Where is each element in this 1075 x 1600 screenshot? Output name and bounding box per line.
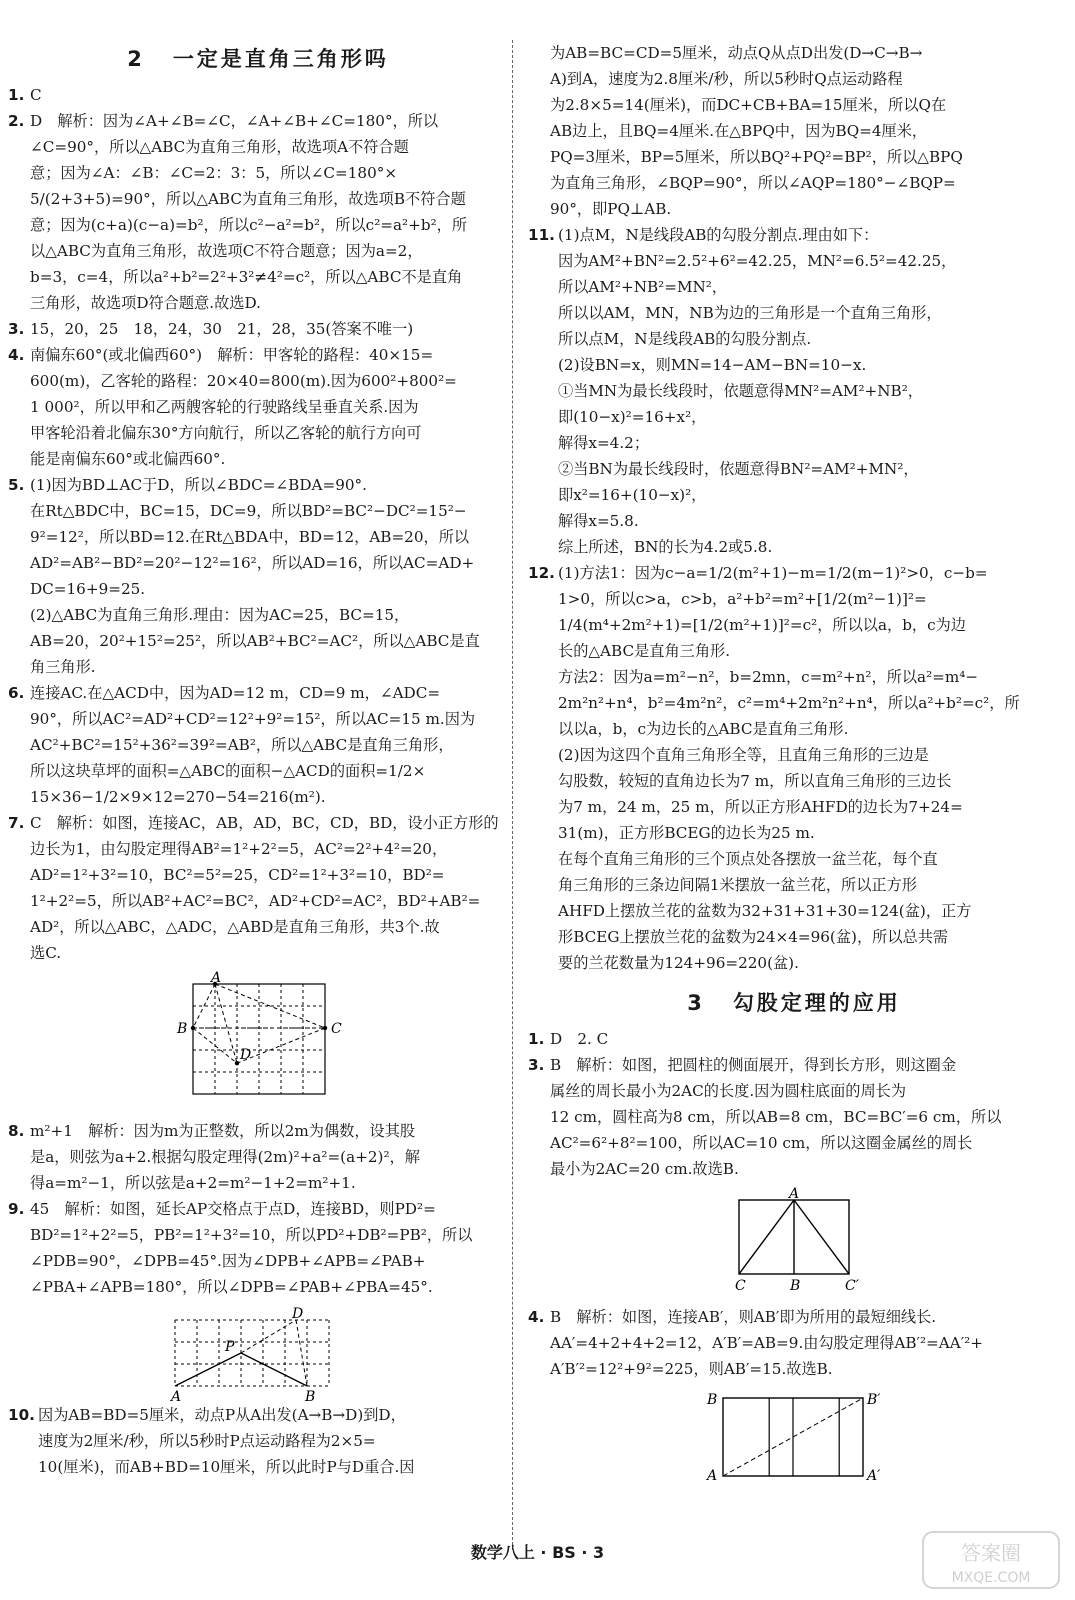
- answer-line: 因为AB=BD=5厘米，动点P从A出发(A→B→D)到D，: [38, 1406, 406, 1424]
- answer-number: 4.: [528, 1308, 545, 1326]
- point-d-label: D: [292, 1306, 304, 1322]
- figure-s3-q3-rect: [719, 1188, 869, 1298]
- answer-line: A′B′²=12²+9²=225，则AB′=15.故选B.: [550, 1360, 833, 1378]
- answer-line: (2)设BN=x，则MN=14−AM−BN=10−x.: [558, 356, 867, 374]
- answer-line: 要的兰花数量为124+96=220(盆).: [558, 954, 799, 972]
- figure-q7-grid: [173, 972, 343, 1112]
- answer-item: [528, 1304, 1060, 1382]
- answer-line: 边长为1，由勾股定理得AB²=1²+2²=5，AC²=2²+4²=20，: [30, 840, 448, 858]
- left-answers: [8, 82, 508, 1480]
- answer-line: AD²=AB²−BD²=20²−12²=16²，所以AD=16，所以AC=AD+: [30, 554, 475, 572]
- section-name: 一定是直角三角形吗: [172, 47, 389, 71]
- answer-line: 1>0，所以c>a，c>b，a²+b²=m²+[1/2(m²−1)]²=: [558, 590, 927, 608]
- answer-line: 31(m)，正方形BCEG的边长为25 m.: [558, 824, 815, 842]
- answer-number: 12.: [528, 564, 555, 582]
- answer-number: 11.: [528, 226, 555, 244]
- answer-line: D 2. C: [550, 1030, 609, 1048]
- answer-line: 在每个直角三角形的三个顶点处各摆放一盆兰花，每个直: [558, 850, 938, 868]
- answer-item: [8, 342, 508, 472]
- point-a-label: A: [211, 970, 222, 986]
- answer-item: [8, 1118, 508, 1196]
- section-title-3: [528, 990, 1060, 1016]
- answer-line: 以以a，b，c为边长的△ABC是直角三角形.: [558, 720, 849, 738]
- answer-number: 3.: [528, 1056, 545, 1074]
- answer-line: ∠PBA+∠APB=180°，所以∠DPB=∠PAB+∠PBA=45°.: [30, 1278, 433, 1296]
- answer-line: 南偏东60°(或北偏西60°) 解析：甲客轮的路程：40×15=: [30, 346, 434, 364]
- point-b-label: B: [790, 1278, 801, 1294]
- answer-item: [528, 560, 1060, 976]
- answer-line: 为直角三角形，∠BQP=90°，所以∠AQP=180°−∠BQP=: [550, 174, 956, 192]
- answer-item: [8, 108, 508, 316]
- answer-line: AB=20，20²+15²=25²，所以AB²+BC²=AC²，所以△ABC是直: [30, 632, 480, 650]
- answer-line: 1/4(m⁴+2m²+1)=[1/2(m²+1)]²=c²，所以以a，b，c为边: [558, 616, 966, 634]
- answer-line: 属丝的周长最小为2AC的长度.因为圆柱底面的周长为: [550, 1082, 907, 1100]
- answer-line: AD²，所以△ABC，△ADC，△ABD是直角三角形，共3个.故: [30, 918, 440, 936]
- answer-line: 得a=m²−1，所以弦是a+2=m²−1+2=m²+1.: [30, 1174, 356, 1192]
- answer-line: 速度为2厘米/秒，所以5秒时P点运动路程为2×5=: [38, 1432, 376, 1450]
- answer-line: 9²=12²，所以BD=12.在Rt△BDA中，BD=12，AB=20，所以: [30, 528, 470, 546]
- answer-line: ②当BN为最长线段时，依题意得BN²=AM²+MN²，: [558, 460, 919, 478]
- answer-line: 为2.8×5=14(厘米)，而DC+CB+BA=15厘米，所以Q在: [550, 96, 947, 114]
- answer-line: C 解析：如图，连接AC，AB，AD，BC，CD，BD，设小正方形的: [30, 814, 499, 832]
- answer-line: B 解析：如图，把圆柱的侧面展开，得到长方形，则这圈金: [550, 1056, 957, 1074]
- figure-q9-grid: [153, 1306, 363, 1405]
- answer-line: (1)因为BD⊥AC于D，所以∠BDC=∠BDA=90°.: [30, 476, 367, 494]
- answer-number: 2.: [8, 112, 25, 130]
- answer-item: [8, 1402, 508, 1480]
- q10-continuation: [528, 40, 1060, 222]
- answer-line: 所以这块草坪的面积=△ABC的面积−△ACD的面积=1/2×: [30, 762, 426, 780]
- answer-line: 为AB=BC=CD=5厘米，动点Q从点D出发(D→C→B→: [550, 44, 923, 62]
- answer-line: 1 000²，所以甲和乙两艘客轮的行驶路线呈垂直关系.因为: [30, 398, 419, 416]
- answer-line: 15×36−1/2×9×12=270−54=216(m²).: [30, 788, 326, 806]
- answer-number: 1.: [8, 86, 25, 104]
- answer-line: ∠C=90°，所以△ABC为直角三角形，故选项A不符合题: [30, 138, 409, 156]
- point-b-label: B: [707, 1392, 718, 1408]
- answer-number: 5.: [8, 476, 25, 494]
- answer-item: [528, 1052, 1060, 1182]
- point-a-label: A: [789, 1186, 800, 1202]
- answer-line: (1)方法1：因为c−a=1/2(m²+1)−m=1/2(m−1)²>0，c−b=: [558, 564, 988, 582]
- answer-line: (2)△ABC为直角三角形.理由：因为AC=25，BC=15，: [30, 606, 410, 624]
- answer-item: [8, 82, 508, 108]
- answer-line: 600(m)，乙客轮的路程：20×40=800(m).因为600²+800²=: [30, 372, 457, 390]
- answer-line: AD²=1²+3²=10，BC²=5²=25，CD²=1²+3²=10，BD²=: [30, 866, 445, 884]
- point-a-prime-label: A′: [867, 1468, 881, 1484]
- answer-line: 三角形，故选项D符合题意.故选D.: [30, 294, 261, 312]
- section-number: 3: [687, 991, 705, 1015]
- answer-item: [8, 1196, 508, 1300]
- answer-item: [8, 316, 508, 342]
- answer-item: [8, 472, 508, 680]
- answer-line: 连接AC.在△ACD中，因为AD=12 m，CD=9 m，∠ADC=: [30, 684, 441, 702]
- answer-line: 10(厘米)，而AB+BD=10厘米，所以此时P与D重合.因: [38, 1458, 415, 1476]
- answer-line: 是a，则弦为a+2.根据勾股定理得(2m)²+a²=(a+2)²，解: [30, 1148, 420, 1166]
- answer-line: BD²=1²+2²=5，PB²=1²+3²=10，所以PD²+DB²=PB²，所以: [30, 1226, 473, 1244]
- answer-line: (1)点M，N是线段AB的勾股分割点.理由如下：: [558, 226, 879, 244]
- answer-line: 角三角形.: [30, 658, 96, 676]
- answer-line: 为7 m，24 m，25 m，所以正方形AHFD的边长为7+24=: [558, 798, 963, 816]
- answer-number: 3.: [8, 320, 25, 338]
- watermark-logo: [921, 1530, 1061, 1590]
- section-number: 2: [127, 47, 145, 71]
- answer-line: 45 解析：如图，延长AP交格点于点D，连接BD，则PD²=: [30, 1200, 436, 1218]
- answer-line: AC²=6²+8²=100，所以AC=10 cm，所以这圈金属丝的周长: [550, 1134, 973, 1152]
- answer-line: 在Rt△BDC中，BC=15，DC=9，所以BD²=BC²−DC²=15²−: [30, 502, 467, 520]
- point-a-label: A: [707, 1468, 718, 1484]
- answer-item: [528, 1026, 1060, 1052]
- page-footer: 数学八上 · BS · 3: [470, 1543, 605, 1562]
- answer-line: AC²+BC²=15²+36²=39²=AB²，所以△ABC是直角三角形，: [30, 736, 454, 754]
- point-b-label: B: [305, 1389, 316, 1405]
- answer-number: 8.: [8, 1122, 25, 1140]
- answer-line: 综上所述，BN的长为4.2或5.8.: [558, 538, 773, 556]
- answer-line: ∠PDB=90°，∠DPB=45°.因为∠DPB+∠APB=∠PAB+: [30, 1252, 426, 1270]
- answer-line: B 解析：如图，连接AB′，则AB′即为所用的最短细线长.: [550, 1308, 937, 1326]
- point-b-label: B: [177, 1021, 188, 1037]
- answer-line: 因为AM²+BN²=2.5²+6²=42.25，MN²=6.5²=42.25，: [558, 252, 957, 270]
- answer-number: 9.: [8, 1200, 25, 1218]
- answer-line: 勾股数，较短的直角边长为7 m，所以直角三角形的三边长: [558, 772, 952, 790]
- answer-number: 1.: [528, 1030, 545, 1048]
- answer-line: AA′=4+2+4+2=12，A′B′=AB=9.由勾股定理得AB′²=AA′²+: [550, 1334, 983, 1352]
- answer-item: [8, 810, 508, 966]
- answer-line: 最小为2AC=20 cm.故选B.: [550, 1160, 739, 1178]
- column-divider: [512, 40, 513, 1550]
- answer-line: A)到A，速度为2.8厘米/秒，所以5秒时Q点运动路程: [550, 70, 903, 88]
- point-c-label: C: [735, 1278, 746, 1294]
- answer-number: 6.: [8, 684, 25, 702]
- answer-line: 意；因为(c+a)(c−a)=b²，所以c²−a²=b²，所以c²=a²+b²，所: [30, 216, 468, 234]
- point-b-prime-label: B′: [867, 1392, 881, 1408]
- answer-line: 能是南偏东60°或北偏西60°.: [30, 450, 226, 468]
- right-column: [528, 40, 1060, 1494]
- answer-item: [528, 222, 1060, 560]
- answer-line: 即(10−x)²=16+x²，: [558, 408, 707, 426]
- point-c-prime-label: C′: [845, 1278, 859, 1294]
- answer-line: 以△ABC为直角三角形，故选项C不符合题意；因为a=2，: [30, 242, 423, 260]
- answer-line: 所以点M，N是线段AB的勾股分割点.: [558, 330, 812, 348]
- answer-line: C: [30, 86, 42, 104]
- section-title-2: [8, 46, 508, 72]
- point-a-label: A: [171, 1389, 182, 1405]
- svg-text:答案圈: 答案圈: [961, 1541, 1021, 1565]
- section-name: 勾股定理的应用: [732, 991, 901, 1015]
- answer-line: 15，20，25 18，24，30 21，28，35(答案不唯一): [30, 320, 414, 338]
- point-c-label: C: [331, 1021, 342, 1037]
- answer-line: AB边上，且BQ=4厘米.在△BPQ中，因为BQ=4厘米，: [550, 122, 928, 140]
- answer-line: D 解析：因为∠A+∠B=∠C，∠A+∠B+∠C=180°，所以: [30, 112, 439, 130]
- answer-line: 即x²=16+(10−x)²，: [558, 486, 707, 504]
- answer-line: 90°，即PQ⊥AB.: [550, 200, 672, 218]
- answer-line: 角三角形的三条边间隔1米摆放一盆兰花，所以正方形: [558, 876, 917, 894]
- answer-line: 5/(2+3+5)=90°，所以△ABC为直角三角形，故选项B不符合题: [30, 190, 466, 208]
- answer-line: 长的△ABC是直角三角形.: [558, 642, 731, 660]
- section3-answers: [528, 1026, 1060, 1488]
- answer-line: 意；因为∠A：∠B：∠C=2：3：5，所以∠C=180°×: [30, 164, 398, 182]
- answer-line: AHFD上摆放兰花的盆数为32+31+31+30=124(盆)，正方: [558, 902, 972, 920]
- answer-line: 12 cm，圆柱高为8 cm，所以AB=8 cm，BC=BC′=6 cm，所以: [550, 1108, 1002, 1126]
- point-p-label: P: [225, 1339, 235, 1355]
- answer-line: ①当MN为最长线段时，依题意得MN²=AM²+NB²，: [558, 382, 923, 400]
- answer-number: 10.: [8, 1406, 35, 1424]
- left-column: [8, 40, 508, 1480]
- answer-line: 甲客轮沿着北偏东30°方向航行，所以乙客轮的航行方向可: [30, 424, 422, 442]
- answer-line: 解得x=5.8.: [558, 512, 639, 530]
- figure-s3-q4-box: [699, 1388, 889, 1488]
- answer-line: PQ=3厘米，BP=5厘米，所以BQ²+PQ²=BP²，所以△BPQ: [550, 148, 963, 166]
- answer-line: 形BCEG上摆放兰花的盆数为24×4=96(盆)，所以总共需: [558, 928, 949, 946]
- answer-line: 1²+2²=5，所以AB²+AC²=BC²，AD²+CD²=AC²，BD²+AB²=: [30, 892, 481, 910]
- answer-line: m²+1 解析：因为m为正整数，所以2m为偶数，设其股: [30, 1122, 416, 1140]
- answer-line: 所以AM²+NB²=MN²，: [558, 278, 728, 296]
- answer-line: 方法2：因为a=m²−n²，b=2mn，c=m²+n²，所以a²=m⁴−: [558, 668, 979, 686]
- svg-text:MXQE.COM: MXQE.COM: [951, 1570, 1031, 1586]
- answer-number: 7.: [8, 814, 25, 832]
- answer-line: 90°，所以AC²=AD²+CD²=12²+9²=15²，所以AC=15 m.因为: [30, 710, 476, 728]
- answer-line: 2m²n²+n⁴，b²=4m²n²，c²=m⁴+2m²n²+n⁴，所以a²+b²=c²，所: [558, 694, 1020, 712]
- answer-line: (2)因为这四个直角三角形全等，且直角三角形的三边是: [558, 746, 929, 764]
- answer-line: 解得x=4.2；: [558, 434, 650, 452]
- answer-line: 选C.: [30, 944, 62, 962]
- right-answers: [528, 222, 1060, 976]
- answer-line: 所以以AM，MN，NB为边的三角形是一个直角三角形，: [558, 304, 942, 322]
- answer-line: DC=16+9=25.: [30, 580, 146, 598]
- point-d-label: D: [240, 1047, 252, 1064]
- answer-line: b=3，c=4，所以a²+b²=2²+3²≠4²=c²，所以△ABC不是直角: [30, 268, 463, 286]
- answer-number: 4.: [8, 346, 25, 364]
- answer-item: [8, 680, 508, 810]
